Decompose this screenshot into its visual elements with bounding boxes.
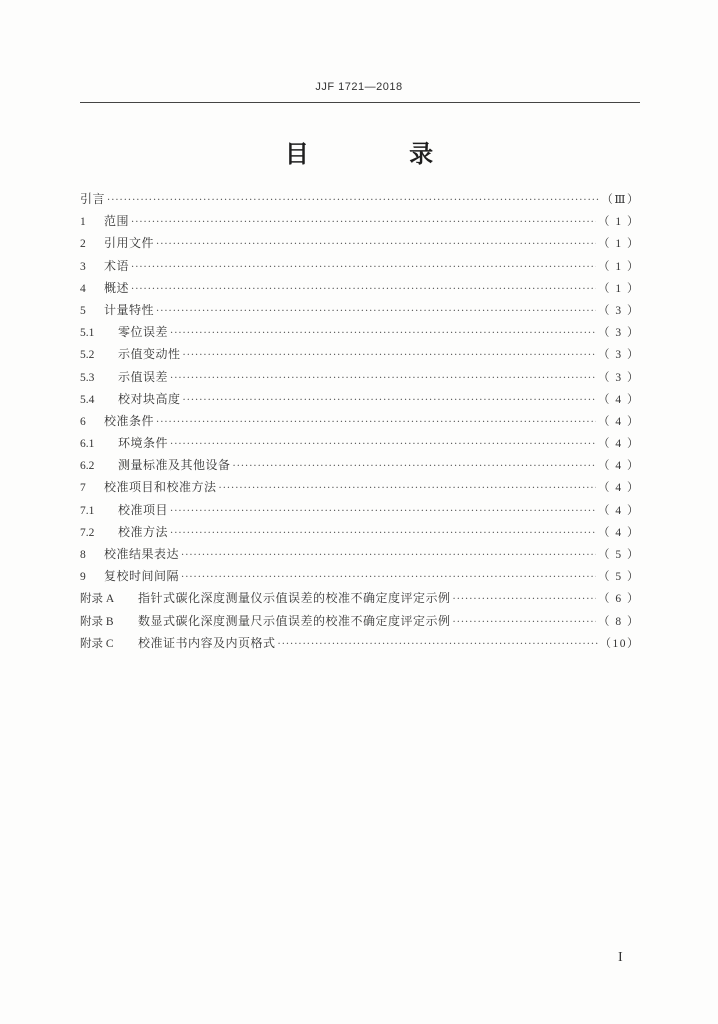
toc-entry-label: 引言 [80, 192, 106, 206]
toc-entry [80, 232, 640, 254]
toc-entry-label: 校准项目 [118, 502, 169, 517]
toc-entry-label: 校准方法 [118, 524, 169, 539]
toc-leader-dots [156, 234, 596, 256]
toc-entry [80, 632, 640, 654]
toc-entry-page: （ 1 ） [598, 260, 640, 273]
toc-entry [80, 366, 640, 388]
toc-entry-page: （ 3 ） [598, 349, 640, 362]
toc-entry-page: （ 4 ） [598, 438, 640, 451]
toc-leader-dots [170, 323, 596, 345]
toc-entry-page: （ 1 ） [598, 216, 640, 229]
header-rule [80, 102, 640, 103]
toc-entry-label: 校准项目和校准方法 [104, 480, 217, 495]
toc-leader-dots [170, 523, 596, 545]
toc-leader-dots [183, 390, 596, 412]
toc-leader-dots [181, 545, 596, 567]
toc-leader-dots [156, 301, 596, 323]
toc-leader-dots [453, 589, 596, 611]
toc-entry-label: 概述 [104, 280, 130, 295]
toc-entry-number: 附录 B [80, 615, 114, 628]
toc-entry-number: 5.1 [80, 327, 95, 340]
toc-leader-dots [170, 368, 596, 390]
toc-entry-page: （ 5 ） [598, 571, 640, 584]
toc-leader-dots [156, 412, 596, 434]
toc-leader-dots [183, 345, 596, 367]
toc-entry-page: （ 4 ） [598, 415, 640, 428]
toc-entry [80, 388, 640, 410]
toc-entry-number: 7 [80, 482, 86, 495]
toc-entry-label: 示值变动性 [118, 347, 181, 362]
toc-leader-dots [219, 478, 596, 500]
toc-entry [80, 277, 640, 299]
toc-entry-page: （ 3 ） [598, 304, 640, 317]
toc-entry-label: 数显式碳化深度测量尺示值误差的校准不确定度评定示例 [138, 613, 451, 628]
toc-entry-page: （ 1 ） [598, 282, 640, 295]
toc-entry-number: 6 [80, 415, 86, 428]
toc-leader-dots [181, 567, 596, 589]
toc-entry-number: 2 [80, 238, 86, 251]
toc-entry [80, 499, 640, 521]
toc-entry-label: 术语 [104, 258, 130, 273]
toc-entry [80, 410, 640, 432]
toc-entry-label: 测量标准及其他设备 [118, 458, 231, 473]
toc-entry-page: （ 1 ） [598, 238, 640, 251]
toc-entry-number: 1 [80, 216, 86, 229]
toc-entry-label: 引用文件 [104, 236, 155, 251]
toc-entry [80, 188, 640, 210]
toc-entry-number: 5.2 [80, 349, 95, 362]
page-number: I [618, 950, 623, 965]
toc-entry-number: 6.1 [80, 438, 95, 451]
toc-entry-number: 5.4 [80, 393, 95, 406]
toc-entry-page: （ 6 ） [598, 593, 640, 606]
toc-entry-number: 5 [80, 304, 86, 317]
toc-entry-page: （ 4 ） [598, 482, 640, 495]
toc-leader-dots [278, 634, 598, 656]
toc-entry-number: 9 [80, 571, 86, 584]
toc-entry-label: 零位误差 [118, 325, 169, 340]
toc-entry-page: （ 4 ） [598, 460, 640, 473]
toc-entry-label: 复校时间间隔 [104, 569, 180, 584]
toc-entry-page: （ 3 ） [598, 371, 640, 384]
toc-entry [80, 476, 640, 498]
toc-leader-dots [131, 212, 596, 234]
toc-entry-page: （ 4 ） [598, 504, 640, 517]
toc-leader-dots [170, 501, 596, 523]
toc-entry-number: 附录 A [80, 593, 115, 606]
toc-entry [80, 299, 640, 321]
toc-entry-number: 7.1 [80, 504, 95, 517]
toc-leader-dots [453, 612, 596, 634]
toc-entry-label: 计量特性 [104, 302, 155, 317]
toc-entry [80, 610, 640, 632]
toc-entry-number: 8 [80, 549, 86, 561]
toc-entry-number: 5.3 [80, 371, 95, 384]
toc-entry-page: （Ⅲ） [601, 194, 640, 206]
toc-entry-label: 校准结果表达 [104, 547, 180, 561]
toc-entry-page: （ 4 ） [598, 526, 640, 539]
toc-entry [80, 210, 640, 232]
toc-entry-label: 范围 [104, 214, 130, 229]
toc-entry [80, 454, 640, 476]
toc-entry [80, 321, 640, 343]
toc-leader-dots [131, 257, 596, 279]
toc-entry [80, 521, 640, 543]
toc-entry-label: 校对块高度 [118, 391, 181, 406]
toc-entry-number: 4 [80, 282, 86, 295]
standard-code: JJF 1721—2018 [315, 81, 403, 93]
toc-leader-dots [233, 456, 596, 478]
toc-entry [80, 587, 640, 609]
toc-entry [80, 432, 640, 454]
toc-leader-dots [131, 279, 596, 301]
toc-entry [80, 343, 640, 365]
toc-leader-dots [107, 190, 599, 212]
toc-entry-page: （ 8 ） [598, 615, 640, 628]
toc-entry [80, 255, 640, 277]
toc-entry-label: 校准条件 [104, 413, 155, 428]
toc-leader-dots [170, 434, 596, 456]
page-title: 目 录 [284, 140, 480, 168]
toc-entry-page: （10） [599, 637, 640, 650]
table-of-contents [80, 188, 640, 654]
toc-entry-page: （ 4 ） [598, 393, 640, 406]
toc-entry-label: 示值误差 [118, 369, 169, 384]
toc-entry-page: （ 3 ） [598, 327, 640, 340]
toc-entry [80, 543, 640, 565]
toc-entry [80, 565, 640, 587]
toc-entry-number: 7.2 [80, 526, 95, 539]
toc-entry-number: 6.2 [80, 460, 95, 473]
toc-entry-label: 指针式碳化深度测量仪示值误差的校准不确定度评定示例 [138, 591, 451, 606]
toc-entry-number: 附录 C [80, 637, 114, 650]
toc-entry-label: 环境条件 [118, 436, 169, 451]
toc-entry-page: （ 5 ） [598, 549, 640, 561]
toc-entry-label: 校准证书内容及内页格式 [138, 635, 276, 650]
toc-entry-number: 3 [80, 260, 86, 273]
